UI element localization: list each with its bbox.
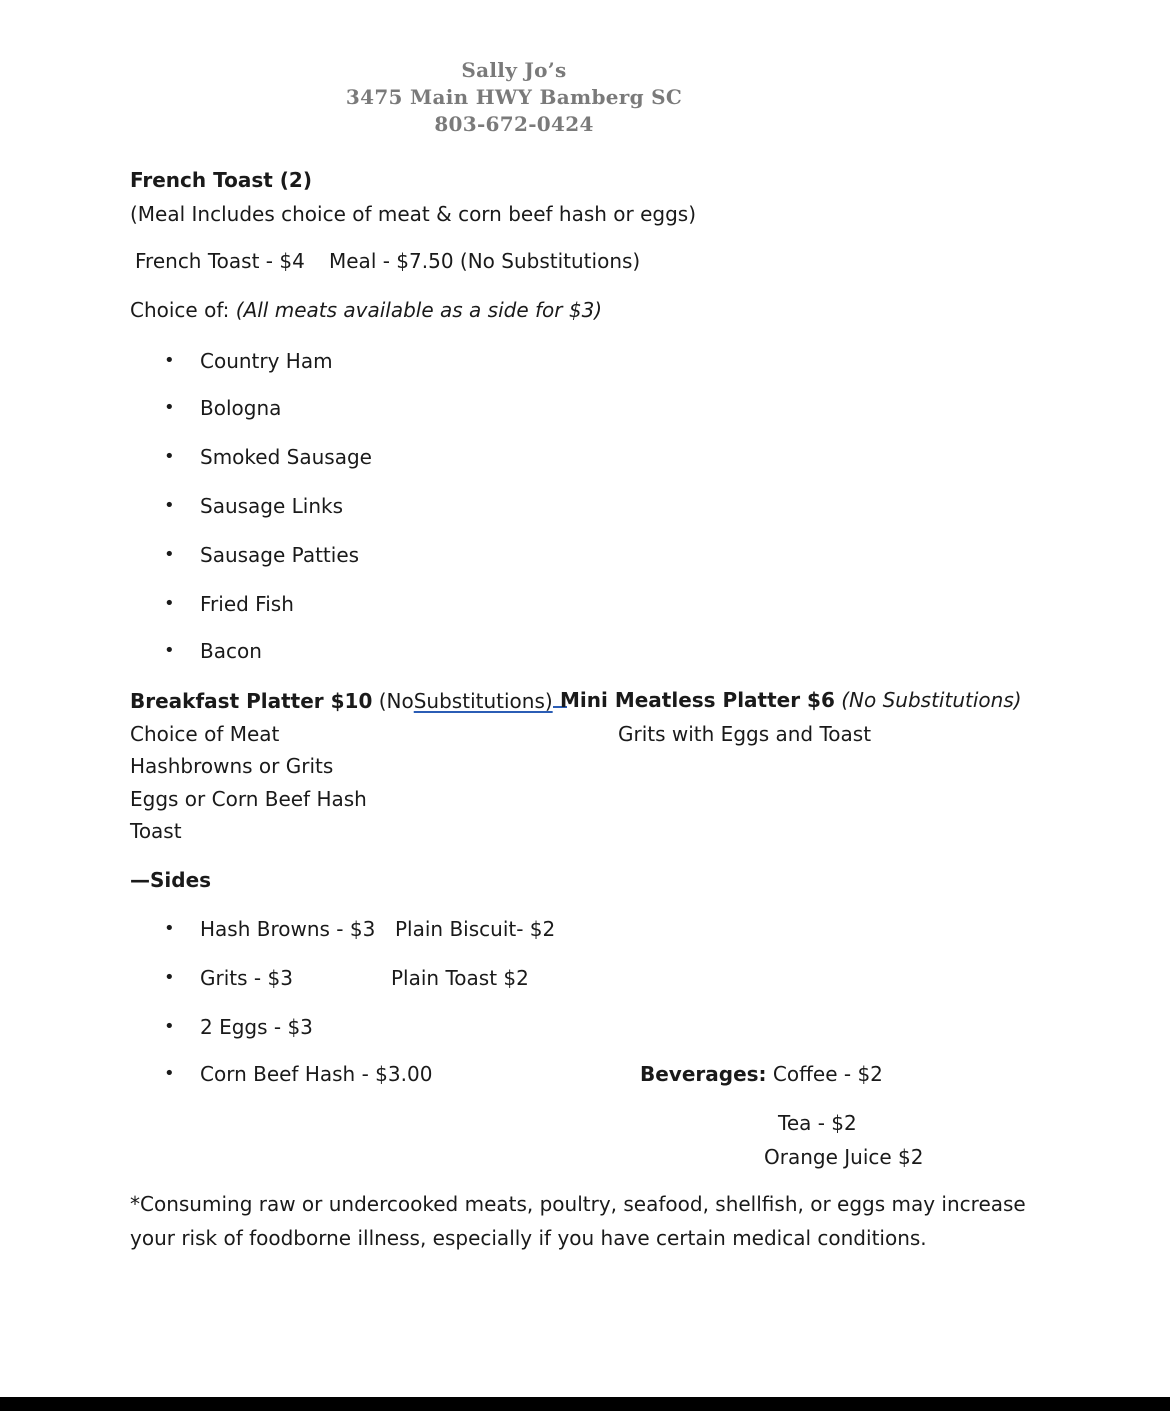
bottom-bar [0, 1397, 1170, 1411]
breakfast-platter-header [130, 688, 567, 713]
french-toast-price: French Toast - $4 [135, 249, 305, 273]
mini-platter-item: Grits with Eggs and Toast [618, 722, 872, 746]
bullet-icon: • [164, 1063, 175, 1084]
side-item: Plain Biscuit- $2 [395, 917, 556, 941]
choice-line [130, 298, 602, 322]
beverages-label: Beverages: [640, 1062, 767, 1086]
bullet-icon: • [164, 1016, 175, 1037]
meat-item: Fried Fish [200, 592, 294, 616]
choice-label: Choice of: [130, 298, 230, 322]
meat-item: Bacon [200, 639, 262, 663]
restaurant-phone: 803-672-0424 [434, 112, 594, 136]
meat-item: Smoked Sausage [200, 445, 372, 469]
platter-item: Choice of Meat [130, 722, 280, 746]
french-toast-meal-price: Meal - $7.50 (No Substitutions) [329, 249, 641, 273]
breakfast-platter-note-prefix: (No [378, 689, 414, 713]
meat-item: Sausage Patties [200, 543, 360, 567]
disclaimer-line-1: *Consuming raw or undercooked meats, poultry, seafood, shellfish, or eggs may increase [130, 1192, 1026, 1216]
meat-item: Country Ham [200, 349, 333, 373]
breakfast-platter-title: Breakfast Platter $10 [130, 689, 373, 713]
platter-item: Eggs or Corn Beef Hash [130, 787, 367, 811]
beverage-coffee: Coffee - $2 [772, 1062, 883, 1086]
bullet-icon: • [164, 495, 175, 516]
choice-note: (All meats available as a side for $3) [235, 298, 603, 322]
platter-item: Toast [130, 819, 182, 843]
bullet-icon: • [164, 967, 175, 988]
bullet-icon: • [164, 446, 175, 467]
side-item: Plain Toast $2 [391, 966, 529, 990]
disclaimer-line-2: your risk of foodborne illness, especially if you have certain medical conditions. [130, 1226, 927, 1250]
bullet-icon: • [164, 544, 175, 565]
bullet-icon: • [164, 593, 175, 614]
restaurant-name: Sally Jo’s [461, 58, 567, 82]
bullet-icon: • [164, 640, 175, 661]
mini-platter-note: (No Substitutions) [841, 688, 1022, 712]
platter-item: Hashbrowns or Grits [130, 754, 334, 778]
mini-platter-header [560, 688, 1022, 712]
side-item: Corn Beef Hash - $3.00 [200, 1062, 433, 1086]
mini-platter-title: Mini Meatless Platter $6 [560, 688, 835, 712]
beverages-line [640, 1062, 883, 1086]
side-item: Hash Browns - $3 [200, 917, 376, 941]
bullet-icon: • [164, 918, 175, 939]
meat-item: Sausage Links [200, 494, 344, 518]
french-toast-title: French Toast (2) [130, 168, 312, 192]
breakfast-platter-note-word: Substitutions) [413, 689, 553, 713]
bullet-icon: • [164, 350, 175, 371]
beverage-oj: Orange Juice $2 [764, 1145, 924, 1169]
side-item: 2 Eggs - $3 [200, 1015, 313, 1039]
sides-title: —Sides [130, 868, 212, 892]
side-item: Grits - $3 [200, 966, 293, 990]
meat-item: Bologna [200, 396, 282, 420]
bullet-icon: • [164, 397, 175, 418]
beverage-tea: Tea - $2 [778, 1111, 857, 1135]
french-toast-includes: (Meal Includes choice of meat & corn beef hash or eggs) [130, 202, 697, 226]
restaurant-address: 3475 Main HWY Bamberg SC [345, 85, 683, 109]
